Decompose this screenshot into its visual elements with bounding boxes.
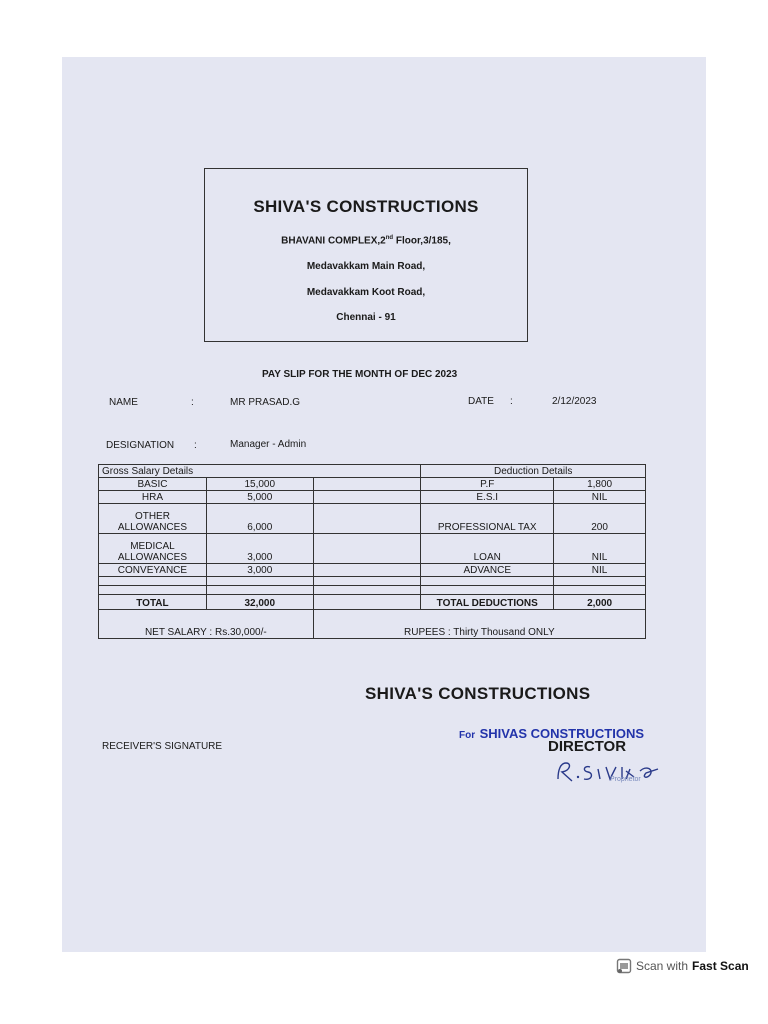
watermark-brand: Fast Scan xyxy=(692,959,749,973)
stamp-for: For xyxy=(459,730,476,741)
table-row xyxy=(99,586,646,595)
earning-label-line-1: MEDICAL xyxy=(130,541,175,552)
date-label: DATE xyxy=(468,396,494,407)
salary-table xyxy=(98,464,646,639)
table-row xyxy=(99,534,646,564)
earning-label xyxy=(99,534,207,564)
net-salary-words: RUPEES : Thirty Thousand ONLY xyxy=(313,610,645,639)
director-label: DIRECTOR xyxy=(548,738,627,755)
earning-amount: 3,000 xyxy=(206,534,313,564)
table-row xyxy=(99,491,646,504)
earning-amount: 6,000 xyxy=(206,504,313,534)
empty-cell xyxy=(313,595,421,610)
deduction-amount: NIL xyxy=(554,491,646,504)
pay-slip-title: PAY SLIP FOR THE MONTH OF DEC 2023 xyxy=(262,369,458,380)
earning-label-line-1: OTHER xyxy=(134,511,170,522)
empty-cell xyxy=(313,491,421,504)
empty-cell xyxy=(421,577,554,586)
designation-label: DESIGNATION xyxy=(106,440,175,451)
pay-slip-paper xyxy=(62,57,706,952)
total-label: TOTAL xyxy=(99,595,207,610)
net-salary-row xyxy=(99,610,646,639)
stamp-company-name: SHIVAS CONSTRUCTIONS xyxy=(479,726,644,741)
receiver-signature-label: RECEIVER'S SIGNATURE xyxy=(102,741,223,752)
earning-label: BASIC xyxy=(99,478,207,491)
footer-company-name: SHIVA'S CONSTRUCTIONS xyxy=(365,684,591,703)
total-deductions-amount: 2,000 xyxy=(554,595,646,610)
slip-date: 2/12/2023 xyxy=(552,396,597,407)
deduction-amount: 200 xyxy=(554,504,646,534)
table-row xyxy=(99,504,646,534)
address-line-4: Chennai - 91 xyxy=(336,312,396,323)
earning-label: HRA xyxy=(99,491,207,504)
employee-designation: Manager - Admin xyxy=(230,439,307,450)
empty-cell xyxy=(554,586,646,595)
company-header-box xyxy=(204,168,528,342)
empty-cell xyxy=(313,478,421,491)
deduction-label: LOAN xyxy=(421,534,554,564)
empty-cell xyxy=(313,504,421,534)
empty-cell xyxy=(554,577,646,586)
scan-watermark xyxy=(616,958,749,974)
company-name: SHIVA'S CONSTRUCTIONS xyxy=(253,197,479,216)
table-row xyxy=(99,577,646,586)
empty-cell xyxy=(313,534,421,564)
address-line-3: Medavakkam Koot Road, xyxy=(306,287,426,298)
earning-label-line-2: ALLOWANCES xyxy=(117,522,187,533)
deduction-label: PROFESSIONAL TAX xyxy=(421,504,554,534)
total-row xyxy=(99,595,646,610)
address-line-1: BHAVANI COMPLEX,2nd Floor,3/185, xyxy=(281,235,451,247)
deduction-label: E.S.I xyxy=(421,491,554,504)
net-salary: NET SALARY : Rs.30,000/- xyxy=(99,610,314,639)
designation-separator: : xyxy=(194,440,197,451)
earning-label: CONVEYANCE xyxy=(99,564,207,577)
empty-cell xyxy=(313,577,421,586)
name-label: NAME xyxy=(109,397,138,408)
earning-amount: 5,000 xyxy=(206,491,313,504)
earning-label-line-2: ALLOWANCES xyxy=(117,552,187,563)
address-line-2: Medavakkam Main Road, xyxy=(306,261,426,272)
watermark-prefix: Scan with xyxy=(636,959,689,973)
deduction-header: Deduction Details xyxy=(421,465,646,478)
date-separator: : xyxy=(510,396,513,407)
total-deductions-label: TOTAL DEDUCTIONS xyxy=(421,595,554,610)
total-amount: 32,000 xyxy=(206,595,313,610)
name-separator: : xyxy=(191,397,194,408)
earning-amount: 15,000 xyxy=(206,478,313,491)
scanner-icon xyxy=(616,958,632,974)
deduction-amount: NIL xyxy=(554,534,646,564)
deduction-label: ADVANCE xyxy=(421,564,554,577)
empty-cell xyxy=(313,564,421,577)
deduction-amount: 1,800 xyxy=(554,478,646,491)
empty-cell xyxy=(206,586,313,595)
earning-amount: 3,000 xyxy=(206,564,313,577)
deduction-label: P.F xyxy=(421,478,554,491)
proprietor-label: Proprietor xyxy=(610,776,641,783)
table-row xyxy=(99,564,646,577)
director-signature xyxy=(554,757,664,787)
empty-cell xyxy=(313,586,421,595)
gross-salary-header: Gross Salary Details xyxy=(99,465,421,478)
earning-label xyxy=(99,504,207,534)
empty-cell xyxy=(206,577,313,586)
empty-cell xyxy=(99,577,207,586)
table-header-row xyxy=(99,465,646,478)
deduction-amount: NIL xyxy=(554,564,646,577)
empty-cell xyxy=(99,586,207,595)
table-row xyxy=(99,478,646,491)
employee-name: MR PRASAD.G xyxy=(230,397,301,408)
empty-cell xyxy=(421,586,554,595)
